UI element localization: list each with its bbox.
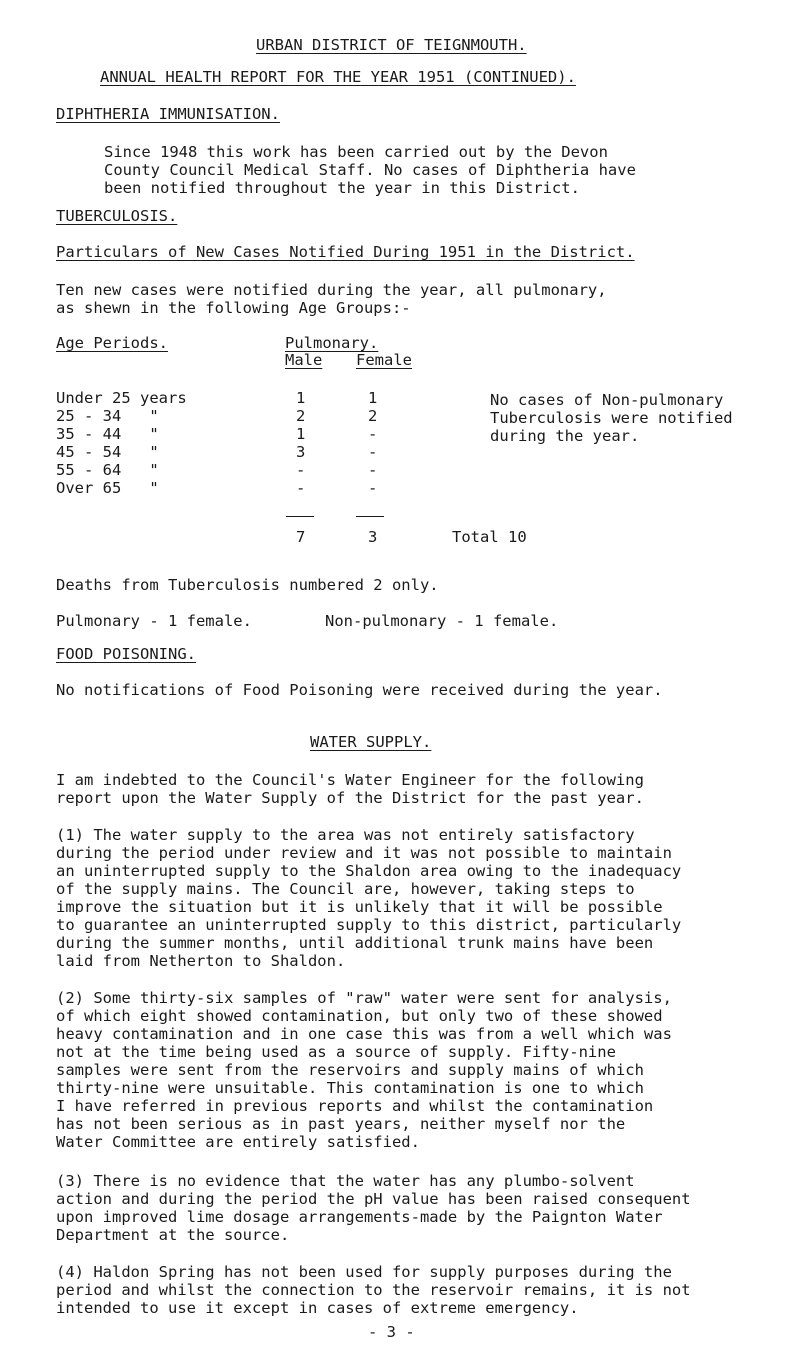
table-row-age: 25 - 34 " (56, 407, 159, 425)
table-row-female: - (368, 425, 378, 443)
male-total-rule (286, 516, 314, 517)
table-row-female: - (368, 461, 378, 479)
document-title: URBAN DISTRICT OF TEIGNMOUTH. (256, 36, 527, 54)
table-row-male: 2 (296, 407, 306, 425)
table-row-male: - (296, 461, 306, 479)
table-row-female: - (368, 443, 378, 461)
table-row-male: 3 (296, 443, 306, 461)
table-row-age: 45 - 54 " (56, 443, 159, 461)
tuberculosis-heading: TUBERCULOSIS. (56, 207, 178, 225)
food-poisoning-heading: FOOD POISONING. (56, 645, 196, 663)
table-row-age: Under 25 years (56, 389, 187, 407)
table-row-age: 55 - 64 " (56, 461, 159, 479)
tb-deaths: Deaths from Tuberculosis numbered 2 only. (56, 576, 439, 594)
pulmonary-header: Pulmonary. (285, 334, 379, 352)
male-header: Male (285, 351, 323, 369)
water-supply-para-3: (3) There is no evidence that the water has any plumbo-solvent action and during the period the pH value has been raised consequent upon improved lime dosage arrangements-made by the Paignton Water Department at the source. (56, 1172, 691, 1244)
grand-total: Total 10 (452, 528, 527, 546)
table-row-age: Over 65 " (56, 479, 159, 497)
table-row-female: 2 (368, 407, 378, 425)
report-subtitle: ANNUAL HEALTH REPORT FOR THE YEAR 1951 (CONTINUED). (100, 68, 576, 86)
water-supply-para-4: (4) Haldon Spring has not been used for supply purposes during the period and whilst the connection to the reservoir remains, it is not intended to use it except in cases of extreme emergency. (56, 1263, 691, 1317)
non-pulmonary-note: No cases of Non-pulmonary Tuberculosis were notified during the year. (490, 391, 733, 445)
female-total-rule (356, 516, 384, 517)
female-header: Female (356, 351, 412, 369)
page-number: - 3 - (368, 1323, 415, 1341)
table-row-male: - (296, 479, 306, 497)
water-supply-para-1: (1) The water supply to the area was not entirely satisfactory during the period under review and it was not possible to maintain an uninterrupted supply to the Shaldon area owing to the inadequacy of the supply mains. The Council are, however, taking steps to improve the situation but it is unlikely that it will be possible to guarantee an uninterrupted supply to this district, particularly during the summer months, until additional trunk mains have been laid from Netherton to Shaldon. (56, 826, 682, 970)
pulmonary-deaths: Pulmonary - 1 female. (56, 612, 252, 630)
table-row-age: 35 - 44 " (56, 425, 159, 443)
table-row-female: - (368, 479, 378, 497)
male-total: 7 (296, 528, 306, 546)
food-poisoning-text: No notifications of Food Poisoning were received during the year. (56, 681, 663, 699)
water-supply-para-2: (2) Some thirty-six samples of "raw" water were sent for analysis, of which eight showed contamination, but only two of these showed heavy contamination and in one case this was from a well which was not at the time being used as a source of supply. Fifty-nine samples were sent from the reservoirs and supply mains of which thirty-nine were unsuitable. This contamination is one to which I have referred in previous reports and whilst the contamination has not been serious as in past years, neither myself nor the Water Committee are entirely satisfied. (56, 989, 672, 1151)
age-periods-header: Age Periods. (56, 334, 168, 352)
tuberculosis-subheading: Particulars of New Cases Notified During 1951 in the District. (56, 243, 635, 261)
diphtheria-heading: DIPHTHERIA IMMUNISATION. (56, 105, 280, 123)
table-row-male: 1 (296, 425, 306, 443)
non-pulmonary-deaths: Non-pulmonary - 1 female. (325, 612, 559, 630)
tuberculosis-intro: Ten new cases were notified during the year, all pulmonary, as shewn in the following Age Groups:- (56, 281, 607, 317)
table-row-female: 1 (368, 389, 378, 407)
table-row-male: 1 (296, 389, 306, 407)
diphtheria-text: Since 1948 this work has been carried out by the Devon County Council Medical Staff. No cases of Diphtheria have been notified throughout the year in this District. (104, 143, 636, 197)
female-total: 3 (368, 528, 378, 546)
water-supply-intro: I am indebted to the Council's Water Engineer for the following report upon the Water Supply of the District for the past year. (56, 771, 644, 807)
water-supply-heading: WATER SUPPLY. (310, 733, 432, 751)
